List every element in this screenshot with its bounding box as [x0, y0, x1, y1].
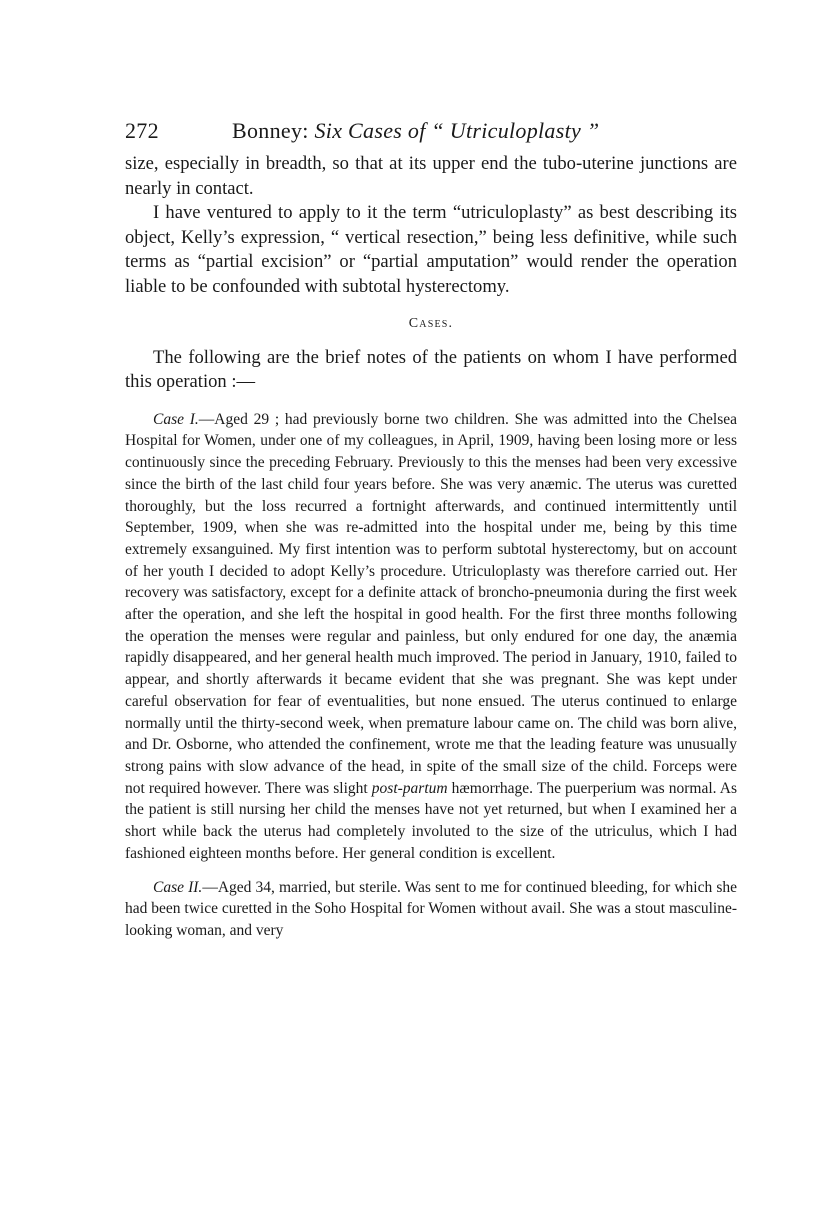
cases-intro-paragraph: The following are the brief notes of the patients on whom I have performed this operation :— [125, 346, 737, 393]
case-2-paragraph [125, 877, 737, 942]
case-1-paragraph [125, 409, 737, 865]
naming-paragraph: I have ventured to apply to it the term “utriculoplasty” as best describing its object, Kelly’s expression, “ vertical resection,” being less definitive, while such terms as “partial excision” or “partial amputation” would render the operation liable to be confounded with subtotal hysterectomy. [125, 202, 737, 297]
page-number: 272 [125, 118, 159, 143]
case-text: —Aged 29 ; had previously borne two children. She was admitted into the Chelsea Hospital for Women, under one of my colleagues, in April, 1909, having been losing more or less continuously since the preceding February. Previously to this the menses had been very excessive since the birth of the last child four years before. She was very anæmic. The uterus was curetted thoroughly, but the loss recurred a fortnight afterwards, and continued intermittently until September, 1909, when she was re-admitted into the hospital under me, being by this time extremely exsanguined. My first intention was to perform subtotal hysterectomy, but on account of her youth I decided to adopt Kelly’s procedure. Utriculoplasty was therefore carried out. Her recovery was satisfactory, except for a definite attack of broncho-pneumonia during the first week after the operation, and she left the hospital in good health. For the first three months following the operation the menses were regular and painless, but only endured for one day, the anæmia rapidly disappeared, and her general health much improved. The period in January, 1910, failed to appear, and shortly afterwards it became evident that she was pregnant. She was kept under careful observation for fear of eventualities, but none ensued. The uterus continued to enlarge normally until the thirty-second week, when premature labour came on. The child was born alive, and Dr. Osborne, who attended the confinement, wrote me that the leading feature was unusually strong pains with slow advance of the head, in spite of the small size of the child. Forceps were not required however. There was slight [125, 410, 737, 797]
title-separator: : [302, 118, 309, 143]
running-title [232, 118, 599, 144]
case-text: —Aged 34, married, but sterile. Was sent to me for continued bleeding, for which she had been twice curetted in the Soho Hospital for Women without avail. She was a stout masculine-looking woman, and very [125, 878, 737, 939]
running-head [125, 118, 737, 152]
journal-page [125, 118, 737, 942]
section-heading: Cases. [408, 315, 454, 331]
case-text-continued: hæmorrhage. The puerperium was normal. As the patient is still nursing her child the menses have not yet returned, but when I examined her a short while back the uterus had completely involuted to the size of the utriculus, which I had fashioned eighteen months before. Her general condition is excellent. [125, 779, 738, 862]
author-name: Bonney [232, 118, 303, 143]
italic-term: post-partum [371, 779, 448, 797]
case-label: Case II. [153, 878, 203, 896]
continuation-paragraph: size, especially in breadth, so that at its upper end the tubo-uterine junctions are nearly in contact. [125, 153, 737, 199]
article-title: Six Cases of “ Utriculoplasty ” [314, 118, 600, 143]
case-label: Case I. [153, 410, 199, 428]
